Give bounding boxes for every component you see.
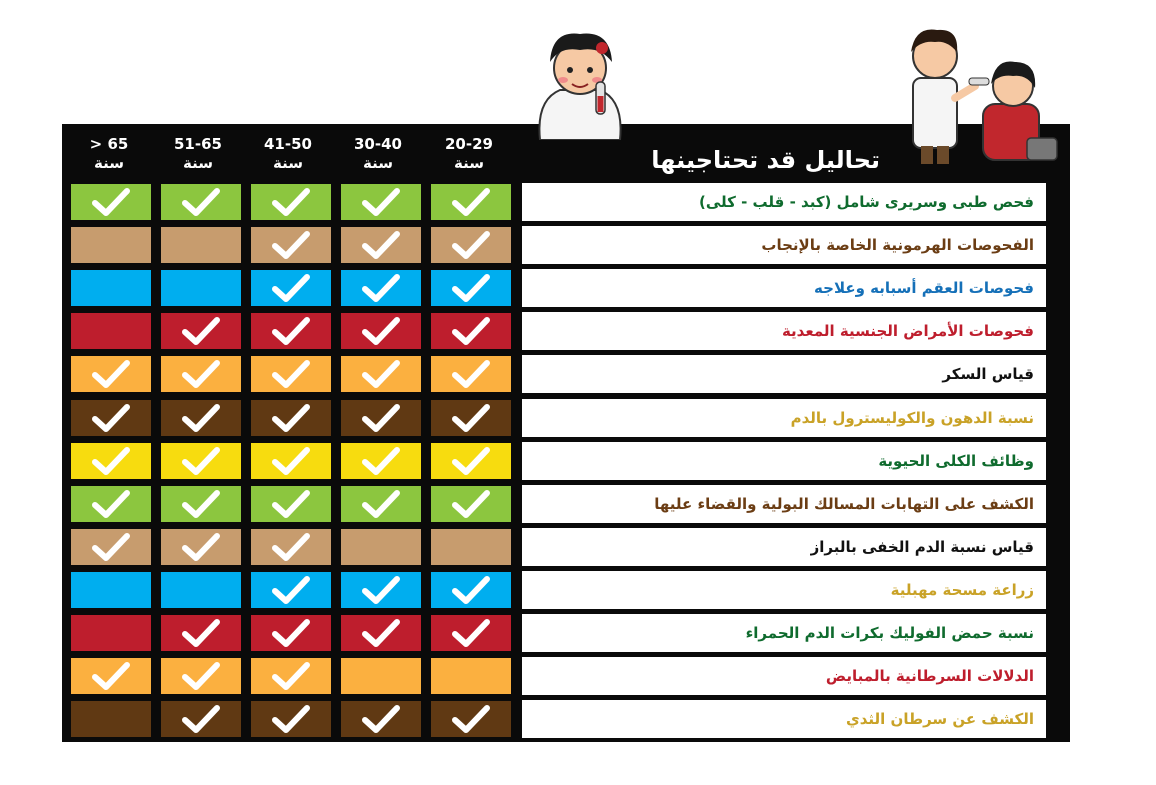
table-cell [341, 270, 421, 306]
table-cell [431, 529, 511, 565]
table-cell [251, 615, 331, 651]
check-mark-icon [271, 447, 311, 475]
table-cell [341, 572, 421, 608]
test-name-label: الفحوصات الهرمونية الخاصة بالإنجاب [522, 226, 1046, 264]
column-unit: سنة [363, 154, 393, 172]
table-cell [341, 227, 421, 263]
table-cell [431, 615, 511, 651]
table-cell [341, 529, 421, 565]
test-name-label: قياس نسبة الدم الخفى بالبراز [522, 528, 1046, 566]
check-mark-icon [181, 317, 221, 345]
table-cell [251, 313, 331, 349]
table-cell [161, 400, 241, 436]
table-cell [431, 443, 511, 479]
check-mark-icon [181, 533, 221, 561]
check-mark-icon [361, 360, 401, 388]
table-cell [431, 184, 511, 220]
table-cell [161, 486, 241, 522]
table-cell [431, 701, 511, 737]
check-mark-icon [271, 705, 311, 733]
test-name-label: فحص طبى وسريرى شامل (كبد - قلب - كلى) [522, 183, 1046, 221]
check-mark-icon [451, 274, 491, 302]
table-cell [251, 572, 331, 608]
table-cell [431, 313, 511, 349]
check-mark-icon [91, 490, 131, 518]
table-cell [251, 529, 331, 565]
table-cell [251, 270, 331, 306]
check-mark-icon [451, 705, 491, 733]
table-cell [161, 270, 241, 306]
table-cell [431, 658, 511, 694]
table-cell [161, 313, 241, 349]
check-mark-icon [451, 619, 491, 647]
check-mark-icon [271, 576, 311, 604]
table-cell [251, 658, 331, 694]
test-name-label: نسبة حمض الفوليك بكرات الدم الحمراء [522, 614, 1046, 652]
column-unit: سنة [273, 154, 303, 172]
table-cell [71, 529, 151, 565]
test-name-label: الدلالات السرطانية بالمبايض [522, 657, 1046, 695]
check-mark-icon [271, 533, 311, 561]
page-title: تحاليل قد تحتاجينها [651, 146, 880, 174]
test-name-label: الكشف على التهابات المسالك البولية والقضاء عليها [522, 485, 1046, 523]
table-cell [341, 184, 421, 220]
check-mark-icon [271, 662, 311, 690]
check-mark-icon [181, 662, 221, 690]
check-mark-icon [361, 404, 401, 432]
column-unit: سنة [454, 154, 484, 172]
column-range: 41-50 [264, 135, 312, 153]
table-cell [71, 486, 151, 522]
check-mark-icon [361, 705, 401, 733]
table-cell [431, 356, 511, 392]
table-cell [341, 356, 421, 392]
table-cell [251, 443, 331, 479]
column-range: 20-29 [445, 135, 493, 153]
check-mark-icon [361, 231, 401, 259]
check-mark-icon [271, 231, 311, 259]
table-cell [71, 313, 151, 349]
check-mark-icon [181, 447, 221, 475]
column-header-30-40 [339, 135, 417, 179]
table-cell [161, 615, 241, 651]
column-range: 51-65 [174, 135, 222, 153]
check-mark-icon [361, 447, 401, 475]
table-cell [251, 356, 331, 392]
table-cell [161, 184, 241, 220]
table-cell [161, 701, 241, 737]
table-cell [341, 400, 421, 436]
table-cell [251, 400, 331, 436]
column-range: 65 < [89, 135, 129, 153]
table-cell [341, 443, 421, 479]
check-mark-icon [271, 317, 311, 345]
test-name-label: زراعة مسحة مهبلية [522, 571, 1046, 609]
test-name-label: قياس السكر [522, 355, 1046, 393]
check-mark-icon [361, 317, 401, 345]
check-mark-icon [271, 360, 311, 388]
doctor-taking-blood-sample-illustration [895, 18, 1065, 168]
check-mark-icon [451, 490, 491, 518]
table-cell [431, 270, 511, 306]
column-unit: سنة [183, 154, 213, 172]
column-header-41-50 [249, 135, 327, 179]
check-mark-icon [361, 274, 401, 302]
check-mark-icon [91, 188, 131, 216]
table-cell [71, 572, 151, 608]
check-mark-icon [271, 619, 311, 647]
column-range: 30-40 [354, 135, 402, 153]
check-mark-icon [451, 317, 491, 345]
doctor-with-test-tube-illustration [530, 22, 630, 140]
table-cell [251, 701, 331, 737]
table-cell [341, 701, 421, 737]
table-cell [161, 529, 241, 565]
check-mark-icon [91, 404, 131, 432]
table-cell [251, 227, 331, 263]
table-cell [71, 658, 151, 694]
check-mark-icon [451, 576, 491, 604]
table-cell [71, 400, 151, 436]
table-cell [341, 615, 421, 651]
column-unit: سنة [94, 154, 124, 172]
check-mark-icon [451, 188, 491, 216]
check-mark-icon [271, 490, 311, 518]
check-mark-icon [181, 705, 221, 733]
table-cell [71, 443, 151, 479]
test-name-label: فحوصات العقم أسبابه وعلاجه [522, 269, 1046, 307]
table-cell [341, 486, 421, 522]
check-mark-icon [451, 360, 491, 388]
check-mark-icon [271, 274, 311, 302]
check-mark-icon [361, 576, 401, 604]
check-mark-icon [361, 619, 401, 647]
check-mark-icon [271, 404, 311, 432]
check-mark-icon [451, 447, 491, 475]
check-mark-icon [451, 404, 491, 432]
table-cell [161, 356, 241, 392]
table-cell [71, 270, 151, 306]
table-cell [341, 658, 421, 694]
table-cell [161, 572, 241, 608]
check-mark-icon [271, 188, 311, 216]
table-cell [71, 227, 151, 263]
table-cell [71, 184, 151, 220]
check-mark-icon [181, 619, 221, 647]
table-cell [71, 615, 151, 651]
table-cell [161, 658, 241, 694]
table-cell [431, 486, 511, 522]
check-mark-icon [361, 188, 401, 216]
check-mark-icon [91, 533, 131, 561]
test-name-label: وظائف الكلى الحيوية [522, 442, 1046, 480]
check-mark-icon [91, 360, 131, 388]
table-cell [431, 572, 511, 608]
test-name-label: الكشف عن سرطان الثدي [522, 700, 1046, 738]
check-mark-icon [361, 490, 401, 518]
table-cell [71, 701, 151, 737]
table-cell [161, 443, 241, 479]
table-cell [161, 227, 241, 263]
check-mark-icon [181, 188, 221, 216]
check-mark-icon [451, 231, 491, 259]
table-cell [251, 486, 331, 522]
test-name-label: نسبة الدهون والكوليسترول بالدم [522, 399, 1046, 437]
check-mark-icon [91, 662, 131, 690]
table-cell [431, 400, 511, 436]
table-cell [71, 356, 151, 392]
column-header-51-65 [159, 135, 237, 179]
column-header-20-29 [430, 135, 508, 179]
table-cell [431, 227, 511, 263]
column-header-over-65 [70, 135, 148, 179]
check-mark-icon [181, 490, 221, 518]
check-mark-icon [181, 404, 221, 432]
check-mark-icon [181, 360, 221, 388]
table-cell [251, 184, 331, 220]
test-name-label: فحوصات الأمراض الجنسية المعدية [522, 312, 1046, 350]
check-mark-icon [91, 447, 131, 475]
table-cell [341, 313, 421, 349]
